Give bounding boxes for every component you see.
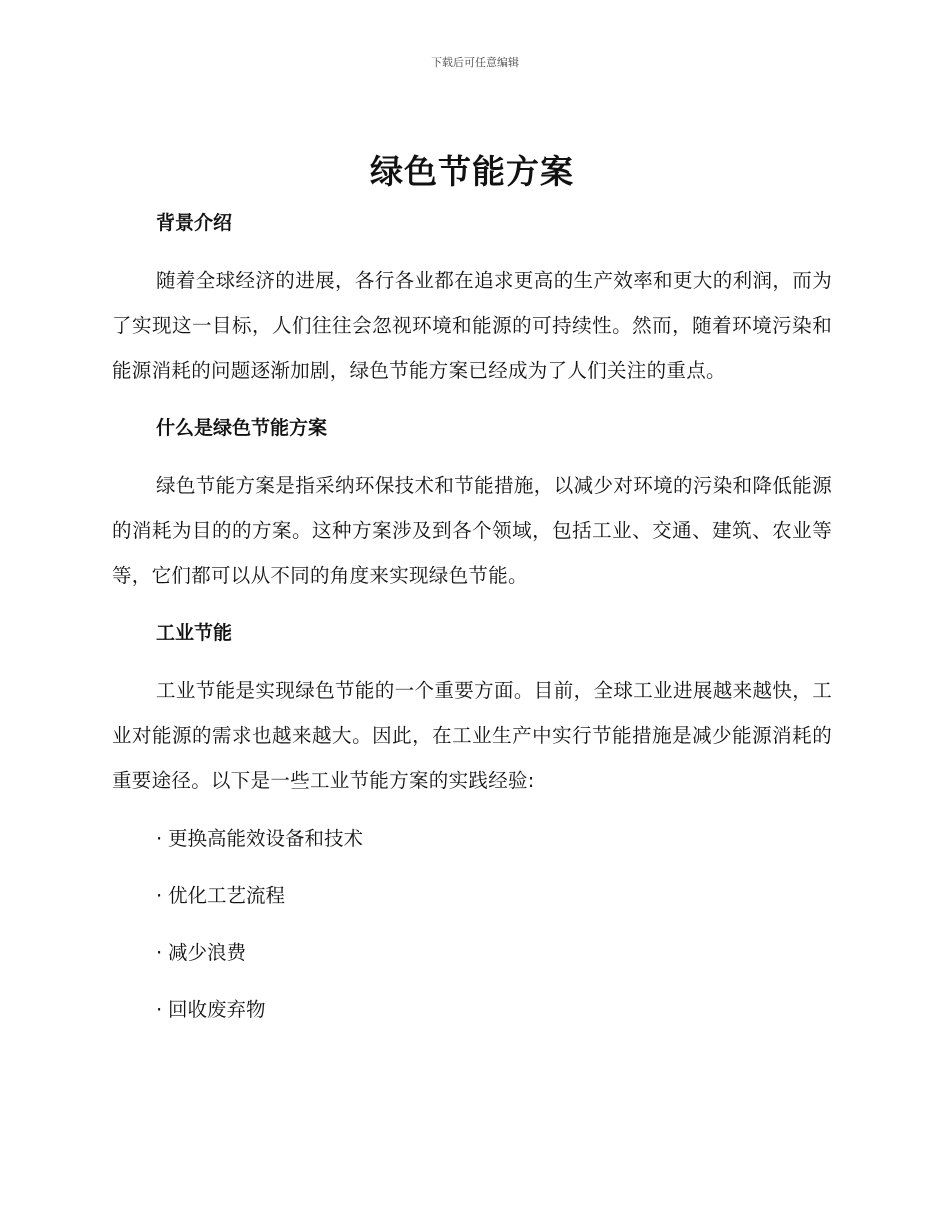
section-heading-definition: 什么是绿色节能方案 (156, 417, 328, 439)
list-item-text: 减少浪费 (168, 941, 247, 964)
section-paragraph-background: 随着全球经济的进展，各行各业都在追求更高的生产效率和更大的利润，而为了实现这一目标，人们往往会忽视环境和能源的可持续性。然而，随着环境污染和能源消耗的问题逐渐加剧，绿色节能方案已经成为了人们关注的重点。 (112, 269, 832, 382)
list-item-text: 更换高能效设备和技术 (168, 827, 364, 850)
list-item (112, 937, 832, 969)
section-heading-background: 背景介绍 (156, 212, 233, 234)
document-body (112, 148, 832, 1051)
section-paragraph-definition: 绿色节能方案是指采纳环保技术和节能措施，以减少对环境的污染和降低能源的消耗为目的的方案。这种方案涉及到各个领域，包括工业、交通、建筑、农业等等，它们都可以从不同的角度来实现绿色节能。 (112, 474, 832, 587)
industry-measures-list (112, 823, 832, 1026)
section-paragraph-industry: 工业节能是实现绿色节能的一个重要方面。目前，全球工业进展越来越快，工业对能源的需求也越来越大。因此，在工业生产中实行节能措施是减少能源消耗的重要途径。以下是一些工业节能方案的实践经验: (112, 679, 832, 792)
bullet-symbol: · (156, 827, 163, 850)
section-industry (112, 616, 832, 1026)
bullet-symbol: · (156, 998, 163, 1021)
bullet-symbol: · (156, 941, 163, 964)
list-item (112, 994, 832, 1026)
section-definition (112, 411, 832, 598)
header-note: 下载后可任意编辑 (431, 56, 519, 69)
list-item (112, 880, 832, 912)
document-title: 绿色节能方案 (370, 152, 574, 191)
section-heading-industry: 工业节能 (156, 622, 233, 644)
list-item-text: 回收废弃物 (168, 998, 266, 1021)
list-item (112, 823, 832, 855)
section-background (112, 206, 832, 393)
list-item-text: 优化工艺流程 (168, 884, 286, 907)
bullet-symbol: · (156, 884, 163, 907)
